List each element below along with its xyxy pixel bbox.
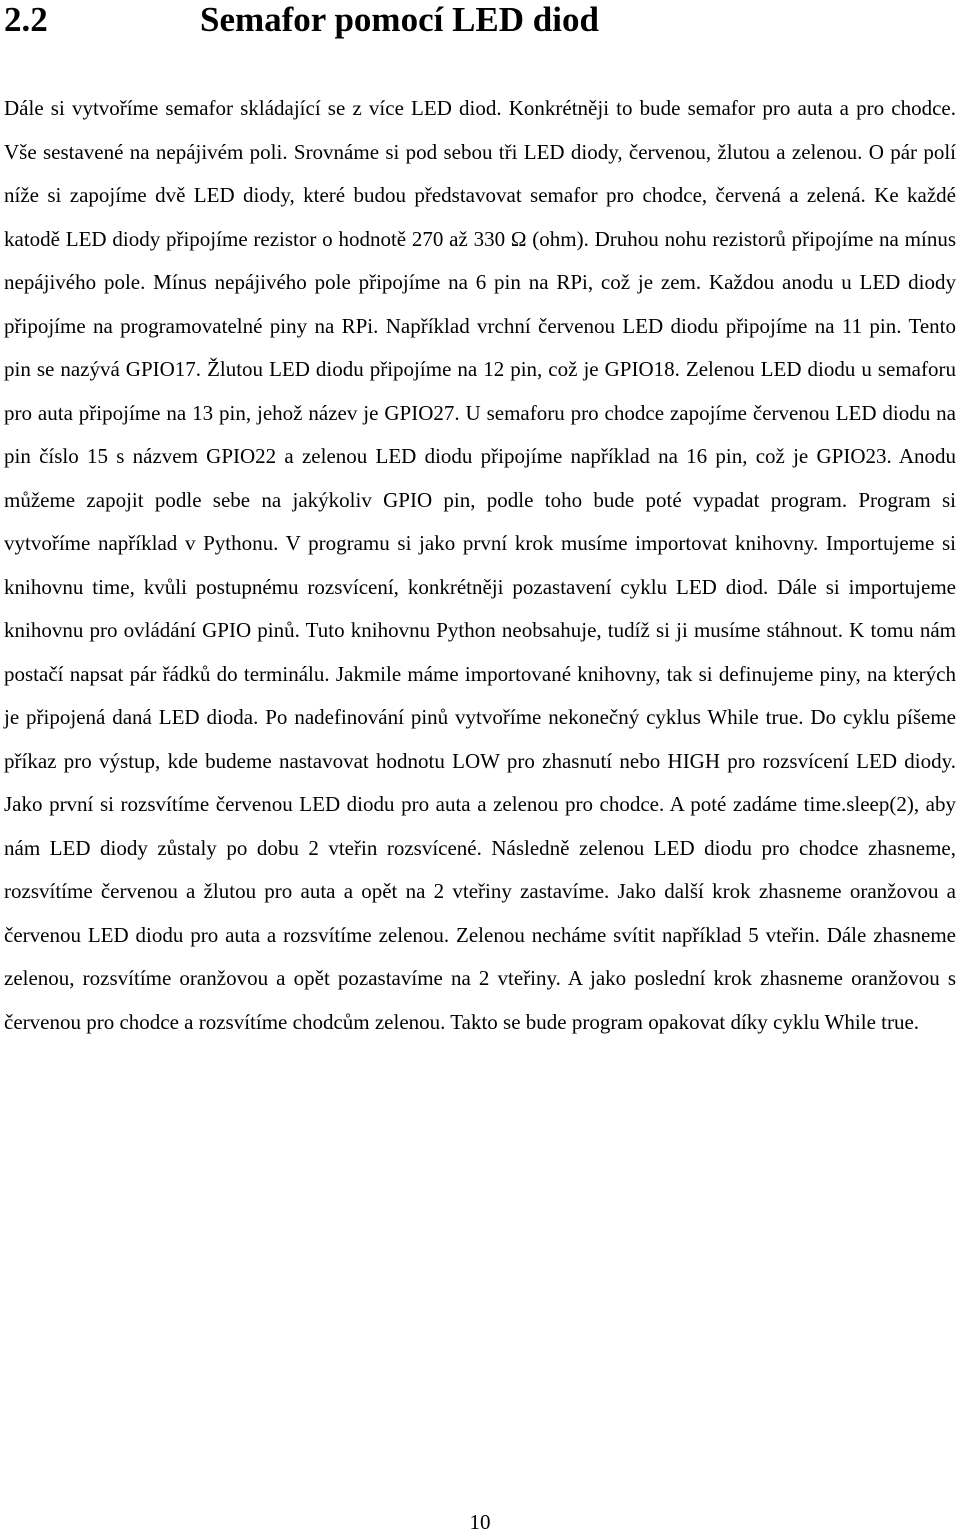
section-heading (4, 0, 599, 40)
section-number: 2.2 (4, 0, 48, 39)
section-title: Semafor pomocí LED diod (200, 0, 599, 39)
body-paragraph: Dále si vytvoříme semafor skládající se z více LED diod. Konkrétněji to bude semafor pro auta a pro chodce. Vše sestavené na nepájivém poli. Srovnáme si pod sebou tři LED diody, červenou, žlutou a zelenou. O pár polí níže si zapojíme dvě LED diody, které budou představovat semafor pro chodce, červená a zelená. Ke každé katodě LED diody připojíme rezistor o hodnotě 270 až 330 Ω (ohm). Druhou nohu rezistorů připojíme na mínus nepájivého pole. Mínus nepájivého pole připojíme na 6 pin na RPi, což je zem. Každou anodu u LED diody připojíme na programovatelné piny na RPi. Například vrchní červenou LED diodu připojíme na 11 pin. Tento pin se nazývá GPIO17. Žlutou LED diodu připojíme na 12 pin, což je GPIO18. Zelenou LED diodu u semaforu pro auta připojíme na 13 pin, jehož název je GPIO27. U semaforu pro chodce zapojíme červenou LED diodu na pin číslo 15 s názvem GPIO22 a zelenou LED diodu připojíme například na 16 pin, což je GPIO23. Anodu můžeme zapojit podle sebe na jakýkoliv GPIO pin, podle toho bude poté vypadat program. Program si vytvoříme například v Pythonu. V programu si jako první krok musíme importovat knihovny. Importujeme si knihovnu time, kvůli postupnému rozsvícení, konkrétněji pozastavení cyklu LED diod. Dále si importujeme knihovnu pro ovládání GPIO pinů. Tuto knihovnu Python neobsahuje, tudíž si ji musíme stáhnout. K tomu nám postačí napsat pár řádků do terminálu. Jakmile máme importované knihovny, tak si definujeme piny, na kterých je připojená daná LED dioda. Po nadefinování pinů vytvoříme nekonečný cyklus While true. Do cyklu píšeme příkaz pro výstup, kde budeme nastavovat hodnotu LOW pro zhasnutí nebo HIGH pro rozsvícení LED diody. Jako první si rozsvítíme červenou LED diodu pro auta a zelenou pro chodce. A poté zadáme time.sleep(2), aby nám LED diody zůstaly po dobu 2 vteřin rozsvícené. Následně zelenou LED diodu pro chodce zhasneme, rozsvítíme červenou a žlutou pro auta a opět na 2 vteřiny zastavíme. Jako další krok zhasneme oranžovou a červenou LED diodu pro auta a rozsvítíme zelenou. Zelenou necháme svítit například 5 vteřin. Dále zhasneme zelenou, rozsvítíme oranžovou a opět pozastavíme na 2 vteřiny. A jako poslední krok zhasneme oranžovou s červenou pro chodce a rozsvítíme chodcům zelenou. Takto se bude program opakovat díky cyklu While true. (4, 96, 956, 1034)
page-number: 10 (469, 1510, 491, 1534)
